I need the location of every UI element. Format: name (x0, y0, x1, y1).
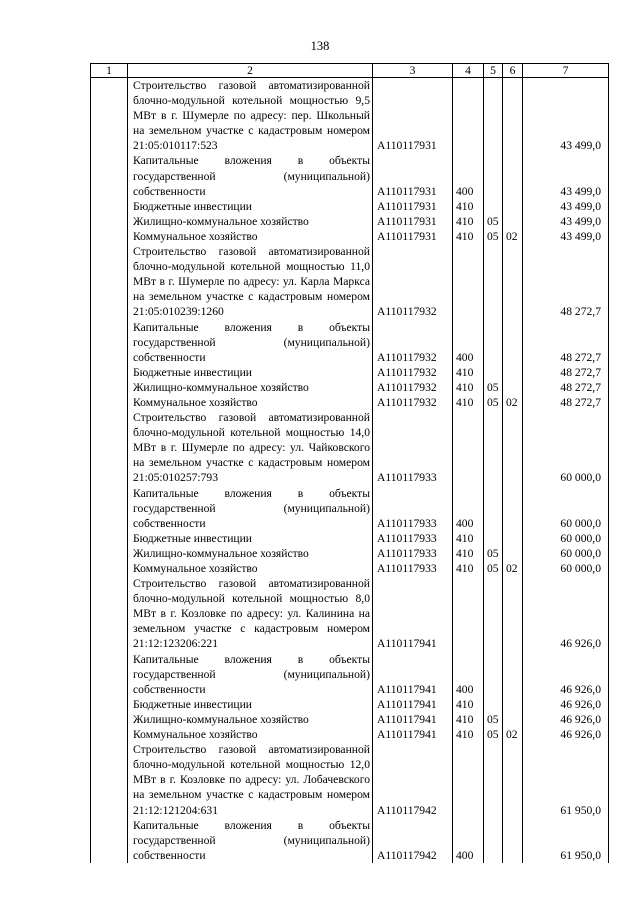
row-rz-cell (484, 818, 503, 863)
row-number-cell (91, 199, 128, 214)
row-code-cell: А110117941 (373, 652, 453, 697)
row-rz-cell: 05 (484, 712, 503, 727)
header-col-4: 4 (453, 64, 484, 78)
row-rz-cell (484, 697, 503, 712)
table-row (91, 742, 609, 817)
table-row (91, 395, 609, 410)
table-row (91, 818, 609, 863)
row-vr-cell: 410 (453, 531, 484, 546)
row-rz-cell: 05 (484, 380, 503, 395)
row-vr-cell (453, 576, 484, 651)
row-pr-cell (503, 380, 523, 395)
row-rz-cell (484, 652, 503, 697)
row-rz-cell: 05 (484, 395, 503, 410)
row-number-cell (91, 395, 128, 410)
row-vr-cell: 410 (453, 365, 484, 380)
row-rz-cell: 05 (484, 727, 503, 742)
row-pr-cell (503, 410, 523, 485)
row-pr-cell (503, 652, 523, 697)
budget-table (90, 63, 609, 863)
row-code-cell: А110117932 (373, 320, 453, 365)
table-row (91, 244, 609, 319)
row-vr-cell: 410 (453, 395, 484, 410)
table-row (91, 531, 609, 546)
row-name-cell: Коммунальное хозяйство (128, 395, 373, 410)
row-pr-cell (503, 365, 523, 380)
row-vr-cell: 410 (453, 380, 484, 395)
row-rz-cell (484, 742, 503, 817)
row-sum-cell: 46 926,0 (523, 576, 609, 651)
row-pr-cell: 02 (503, 395, 523, 410)
table-row (91, 320, 609, 365)
row-rz-cell: 05 (484, 546, 503, 561)
row-sum-cell: 60 000,0 (523, 486, 609, 531)
row-sum-cell: 60 000,0 (523, 546, 609, 561)
row-rz-cell (484, 576, 503, 651)
row-rz-cell (484, 199, 503, 214)
row-number-cell (91, 486, 128, 531)
row-code-cell: А110117932 (373, 380, 453, 395)
table-row (91, 199, 609, 214)
header-col-3: 3 (373, 64, 453, 78)
row-number-cell (91, 531, 128, 546)
row-code-cell: А110117941 (373, 697, 453, 712)
row-pr-cell (503, 818, 523, 863)
row-number-cell (91, 365, 128, 380)
row-pr-cell (503, 153, 523, 198)
row-sum-cell: 48 272,7 (523, 380, 609, 395)
row-pr-cell: 02 (503, 229, 523, 244)
row-sum-cell: 43 499,0 (523, 153, 609, 198)
row-sum-cell: 61 950,0 (523, 818, 609, 863)
row-sum-cell: 61 950,0 (523, 742, 609, 817)
row-name-cell: Коммунальное хозяйство (128, 727, 373, 742)
row-code-cell: А110117941 (373, 712, 453, 727)
row-name-cell: Строительство газовой автоматизированной блочно-модульной котельной мощностью 8,0 МВт в г. Козловке по адресу: ул. Калинина на земельном участке с кадастровым номером 21:12:123206:221 (128, 576, 373, 651)
row-number-cell (91, 652, 128, 697)
row-code-cell: А110117932 (373, 395, 453, 410)
row-code-cell: А110117931 (373, 214, 453, 229)
row-sum-cell: 48 272,7 (523, 365, 609, 380)
row-sum-cell: 48 272,7 (523, 320, 609, 365)
row-vr-cell: 400 (453, 320, 484, 365)
row-rz-cell (484, 410, 503, 485)
row-name-cell: Жилищно-коммунальное хозяйство (128, 380, 373, 395)
row-code-cell: А110117933 (373, 486, 453, 531)
row-rz-cell: 05 (484, 214, 503, 229)
row-number-cell (91, 576, 128, 651)
row-number-cell (91, 546, 128, 561)
row-vr-cell: 410 (453, 214, 484, 229)
row-number-cell (91, 78, 128, 154)
table-row (91, 229, 609, 244)
row-sum-cell: 60 000,0 (523, 531, 609, 546)
header-col-5: 5 (484, 64, 503, 78)
table-row (91, 380, 609, 395)
row-number-cell (91, 697, 128, 712)
table-row (91, 727, 609, 742)
row-code-cell: А110117933 (373, 531, 453, 546)
row-name-cell: Капитальные вложения в объекты государственной (муниципальной) собственности (128, 153, 373, 198)
row-rz-cell (484, 78, 503, 154)
page-number: 138 (310, 39, 330, 53)
row-sum-cell: 46 926,0 (523, 727, 609, 742)
row-rz-cell: 05 (484, 561, 503, 576)
row-rz-cell (484, 365, 503, 380)
table-row (91, 153, 609, 198)
row-code-cell: А110117941 (373, 576, 453, 651)
row-sum-cell: 48 272,7 (523, 395, 609, 410)
row-vr-cell: 410 (453, 229, 484, 244)
row-number-cell (91, 818, 128, 863)
row-name-cell: Жилищно-коммунальное хозяйство (128, 214, 373, 229)
row-vr-cell: 410 (453, 697, 484, 712)
row-vr-cell: 410 (453, 712, 484, 727)
table-row (91, 546, 609, 561)
row-name-cell: Бюджетные инвестиции (128, 365, 373, 380)
table-body (91, 78, 609, 863)
row-vr-cell: 400 (453, 652, 484, 697)
row-name-cell: Бюджетные инвестиции (128, 697, 373, 712)
row-rz-cell (484, 486, 503, 531)
row-vr-cell: 400 (453, 818, 484, 863)
row-pr-cell (503, 486, 523, 531)
row-name-cell: Коммунальное хозяйство (128, 561, 373, 576)
row-rz-cell (484, 244, 503, 319)
row-name-cell: Капитальные вложения в объекты государственной (муниципальной) собственности (128, 486, 373, 531)
row-rz-cell (484, 153, 503, 198)
row-vr-cell: 410 (453, 199, 484, 214)
row-vr-cell: 400 (453, 486, 484, 531)
row-vr-cell: 400 (453, 153, 484, 198)
table-row (91, 78, 609, 154)
row-code-cell: А110117932 (373, 244, 453, 319)
row-vr-cell: 410 (453, 546, 484, 561)
row-pr-cell (503, 576, 523, 651)
header-col-6: 6 (503, 64, 523, 78)
table-row (91, 365, 609, 380)
row-code-cell: А110117933 (373, 561, 453, 576)
row-number-cell (91, 561, 128, 576)
row-number-cell (91, 712, 128, 727)
row-pr-cell (503, 214, 523, 229)
row-sum-cell: 43 499,0 (523, 229, 609, 244)
header-col-7: 7 (523, 64, 609, 78)
row-code-cell: А110117933 (373, 546, 453, 561)
row-pr-cell (503, 742, 523, 817)
row-name-cell: Жилищно-коммунальное хозяйство (128, 712, 373, 727)
row-number-cell (91, 214, 128, 229)
row-sum-cell: 46 926,0 (523, 652, 609, 697)
row-name-cell: Коммунальное хозяйство (128, 229, 373, 244)
row-sum-cell: 43 499,0 (523, 214, 609, 229)
row-sum-cell: 43 499,0 (523, 78, 609, 154)
table-row (91, 712, 609, 727)
row-name-cell: Капитальные вложения в объекты государственной (муниципальной) собственности (128, 320, 373, 365)
table-row (91, 486, 609, 531)
row-vr-cell (453, 742, 484, 817)
row-code-cell: А110117931 (373, 229, 453, 244)
table-row (91, 576, 609, 651)
row-pr-cell (503, 546, 523, 561)
row-sum-cell: 48 272,7 (523, 244, 609, 319)
row-name-cell: Капитальные вложения в объекты государственной (муниципальной) собственности (128, 818, 373, 863)
row-name-cell: Жилищно-коммунальное хозяйство (128, 546, 373, 561)
row-rz-cell (484, 531, 503, 546)
header-col-2: 2 (128, 64, 373, 78)
row-pr-cell (503, 244, 523, 319)
row-number-cell (91, 244, 128, 319)
row-code-cell: А110117942 (373, 742, 453, 817)
row-name-cell: Бюджетные инвестиции (128, 199, 373, 214)
row-number-cell (91, 153, 128, 198)
row-sum-cell: 46 926,0 (523, 697, 609, 712)
row-number-cell (91, 380, 128, 395)
row-vr-cell (453, 244, 484, 319)
table-header (91, 64, 609, 78)
row-name-cell: Строительство газовой автоматизированной блочно-модульной котельной мощностью 9,5 МВт в г. Шумерле по адресу: пер. Школьный на земельном участке с кадастровым номером 21:05:010117:523 (128, 78, 373, 154)
row-code-cell: А110117931 (373, 78, 453, 154)
row-code-cell: А110117931 (373, 199, 453, 214)
row-code-cell: А110117942 (373, 818, 453, 863)
table-row (91, 652, 609, 697)
row-name-cell: Бюджетные инвестиции (128, 531, 373, 546)
row-number-cell (91, 229, 128, 244)
row-sum-cell: 46 926,0 (523, 712, 609, 727)
row-vr-cell: 410 (453, 727, 484, 742)
row-pr-cell (503, 697, 523, 712)
row-number-cell (91, 410, 128, 485)
row-pr-cell (503, 320, 523, 365)
row-sum-cell: 60 000,0 (523, 410, 609, 485)
row-code-cell: А110117932 (373, 365, 453, 380)
row-pr-cell: 02 (503, 727, 523, 742)
row-code-cell: А110117941 (373, 727, 453, 742)
row-pr-cell: 02 (503, 561, 523, 576)
row-pr-cell (503, 78, 523, 154)
row-name-cell: Строительство газовой автоматизированной блочно-модульной котельной мощностью 11,0 МВт в г. Шумерле по адресу: ул. Карла Маркса на земельном участке с кадастровым номером 21:05:010239:1260 (128, 244, 373, 319)
row-number-cell (91, 320, 128, 365)
row-pr-cell (503, 531, 523, 546)
table-row (91, 214, 609, 229)
row-number-cell (91, 742, 128, 817)
row-pr-cell (503, 712, 523, 727)
row-rz-cell: 05 (484, 229, 503, 244)
row-code-cell: А110117931 (373, 153, 453, 198)
row-sum-cell: 60 000,0 (523, 561, 609, 576)
header-col-1: 1 (91, 64, 128, 78)
row-vr-cell (453, 410, 484, 485)
row-vr-cell (453, 78, 484, 154)
row-vr-cell: 410 (453, 561, 484, 576)
row-code-cell: А110117933 (373, 410, 453, 485)
table-row (91, 561, 609, 576)
row-pr-cell (503, 199, 523, 214)
row-name-cell: Капитальные вложения в объекты государственной (муниципальной) собственности (128, 652, 373, 697)
row-rz-cell (484, 320, 503, 365)
table-row (91, 697, 609, 712)
row-name-cell: Строительство газовой автоматизированной блочно-модульной котельной мощностью 14,0 МВт в г. Шумерле по адресу: ул. Чайковского на земельном участке с кадастровым номером 21:05:010257:793 (128, 410, 373, 485)
row-number-cell (91, 727, 128, 742)
row-sum-cell: 43 499,0 (523, 199, 609, 214)
table-row (91, 410, 609, 485)
row-name-cell: Строительство газовой автоматизированной блочно-модульной котельной мощностью 12,0 МВт в г. Козловке по адресу: ул. Лобачевского на земельном участке с кадастровым номером 21:12:121204:631 (128, 742, 373, 817)
